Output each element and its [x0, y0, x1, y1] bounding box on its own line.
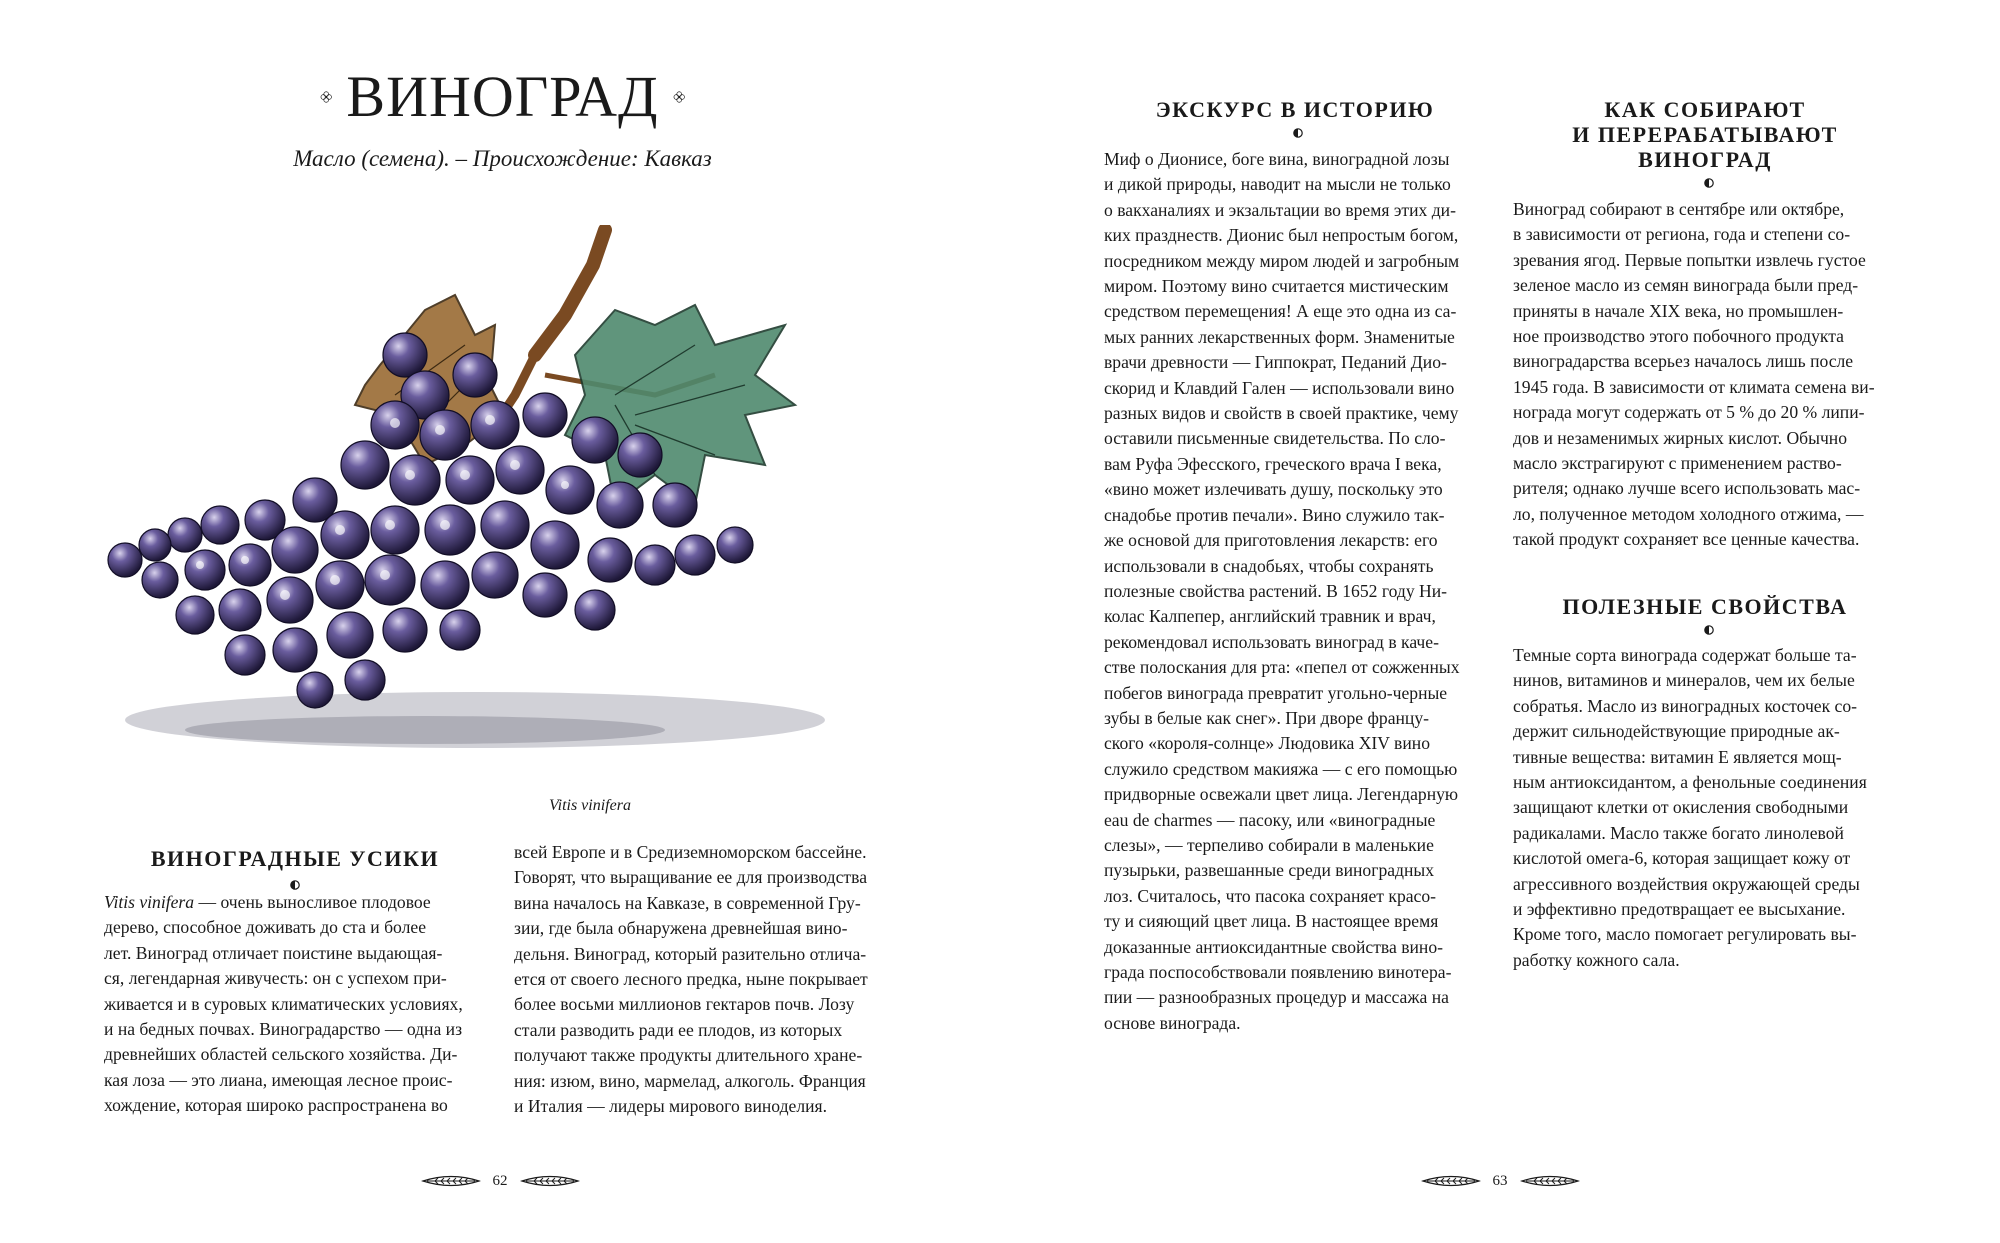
- text-line: и на бедных почвах. Виноградарство — одна из: [104, 1019, 463, 1040]
- grape-illustration: [95, 225, 895, 775]
- text-line: кислотой омега-6, которая защищает кожу от: [1513, 848, 1851, 869]
- quatrefoil-ornament-icon: [673, 84, 685, 110]
- text-line: пии — разнообразных процедур и массажа на: [1104, 987, 1449, 1008]
- text-column-left: [104, 890, 489, 1119]
- text-line: радикалами. Масло также богато линолевой: [1513, 822, 1844, 843]
- text-line: зревания ягод. Первые попытки извлечь густое: [1513, 249, 1866, 270]
- text-line: стве полоскания для рта: «пепел от сожженных: [1104, 657, 1460, 678]
- text-line: полезные свойства растений. В 1652 году Ни-: [1104, 580, 1448, 601]
- text-line: и Италия — лидеры мирового виноделия.: [514, 1096, 828, 1117]
- text-line: более восьми миллионов гектаров почв. Лозу: [514, 994, 855, 1015]
- text-line: приняты в начале XIX века, но промышлен-: [1513, 300, 1844, 321]
- text-column-history: [1104, 147, 1489, 1036]
- text-line: колас Калпепер, английский травник и врач,: [1104, 606, 1436, 627]
- text-line: снадобье против печали». Вино служило так-: [1104, 504, 1445, 525]
- heading-line: И ПЕРЕРАБАТЫВАЮТ: [1572, 122, 1838, 147]
- text-line: служило средством макияжа — с его помощью: [1104, 758, 1458, 779]
- text-line: зубы в белые как снег». При дворе францу-: [1104, 707, 1429, 728]
- text-line: Vitis vinifera — очень выносливое плодовое: [104, 892, 431, 912]
- text-column-right: [514, 840, 899, 1119]
- text-line: живается и в суровых климатических условиях,: [104, 993, 463, 1014]
- section-heading-harvest: [1510, 97, 1900, 172]
- half-moon-divider-icon: [1704, 178, 1714, 188]
- text-line: лет. Виноград отличает поистине выдающая-: [104, 942, 443, 963]
- text-line: масло экстрагируют с применением раство-: [1513, 453, 1842, 474]
- section-heading-vine-tendrils: ВИНОГРАДНЫЕ УСИКИ: [150, 846, 440, 871]
- text-line: Говорят, что выращивание ее для производства: [514, 867, 867, 888]
- text-line: eau de charmes — пасоку, или «виноградные: [1104, 809, 1436, 830]
- text-line: основе винограда.: [1104, 1012, 1241, 1033]
- page-number: 63: [1492, 1172, 1508, 1189]
- text-line: ту и сияющий цвет лица. В настоящее время: [1104, 911, 1439, 932]
- section-heading-history: ЭКСКУРС В ИСТОРИЮ: [1155, 97, 1435, 122]
- text-line: такой продукт сохраняет все ценные качества.: [1513, 529, 1860, 550]
- heading-line: ВИНОГРАД: [1638, 147, 1772, 172]
- page-footer-left: [410, 1169, 590, 1193]
- text-line: ное производство этого побочного продукта: [1513, 326, 1844, 347]
- text-line: агрессивного воздействия окружающей среды: [1513, 873, 1860, 894]
- half-moon-divider-icon: [1704, 625, 1714, 635]
- text-line: ния: изюм, вино, мармелад, алкоголь. Франция: [514, 1070, 866, 1091]
- text-line: собратья. Масло из виноградных косточек со-: [1513, 695, 1858, 716]
- text-line: доказанные антиоксидантные свойства вино-: [1104, 936, 1444, 957]
- text-line: лоз. Считалось, что пасока сохраняет красо-: [1104, 885, 1437, 906]
- text-line: средством перемещения! А еще это одна из са-: [1104, 301, 1457, 322]
- text-line: оставили письменные свидетельства. По сло-: [1104, 428, 1446, 449]
- text-line: же основой для приготовления лекарств: его: [1104, 530, 1438, 551]
- text-line: и эффективно предотвращает ее высыхание.: [1513, 899, 1846, 920]
- text-line: тивные вещества: витамин E является мощ-: [1513, 746, 1842, 767]
- section-heading-benefits: ПОЛЕЗНЫЕ СВОЙСТВА: [1562, 594, 1848, 619]
- leaf-ornament-icon: [520, 1174, 580, 1188]
- page-footer-right: [1410, 1169, 1590, 1193]
- text-line: мых ранних лекарственных форм. Знаменитые: [1104, 326, 1455, 347]
- text-line: ется от своего лесного предка, ныне покрывает: [514, 969, 868, 990]
- text-line: вам Руфа Эфесского, греческого врача I века,: [1104, 453, 1442, 474]
- text-line: Кроме того, масло помогает регулировать вы-: [1513, 924, 1857, 945]
- text-line: в зависимости от региона, года и степени со-: [1513, 224, 1851, 245]
- text-line: побегов винограда превратит угольно-черные: [1104, 682, 1448, 703]
- text-line: ло, полученное методом холодного отжима, —: [1513, 503, 1864, 524]
- text-line: работку кожного сала.: [1513, 949, 1680, 970]
- text-line: древнейших областей сельского хозяйства. Ди-: [104, 1044, 458, 1065]
- page-title-block: [320, 62, 685, 132]
- heading-line: КАК СОБИРАЮТ: [1604, 97, 1806, 122]
- text-line: зии, где была обнаружена древнейшая вино-: [514, 918, 848, 939]
- leaf-ornament-icon: [421, 1174, 481, 1188]
- text-line: скорид и Клавдий Гален — использовали вино: [1104, 377, 1455, 398]
- text-line: дерево, способное доживать до ста и более: [104, 917, 427, 938]
- text-line: виноградарства всерьез началось лишь после: [1513, 351, 1854, 372]
- text-column-harvest: [1513, 197, 1898, 553]
- page-subtitle: Масло (семена). – Происхождение: Кавказ: [293, 146, 712, 171]
- text-line: зеленое масло из семян винограда были пред-: [1513, 275, 1859, 296]
- text-line: нограда могут содержать от 5 % до 20 % липи-: [1513, 402, 1865, 423]
- illustration-caption: Vitis vinifera: [549, 797, 631, 814]
- text-line: ным антиоксидантом, а фенольные соединения: [1513, 772, 1867, 793]
- text-column-benefits: [1513, 643, 1898, 973]
- text-line: рекомендовал использовать виноград в каче-: [1104, 631, 1439, 652]
- text-line: Темные сорта винограда содержат больше та-: [1513, 645, 1857, 665]
- text-line: о вакханалиях и экзальтации во время этих ди-: [1104, 199, 1456, 220]
- text-line: слезы», — терпеливо собирали в маленькие: [1104, 834, 1434, 855]
- text-line: ского «короля-солнце» Людовика XIV вино: [1104, 733, 1430, 754]
- text-line: града поспособствовали появлению винотера-: [1104, 962, 1452, 982]
- text-line: придворные освежали цвет лица. Легендарную: [1104, 784, 1459, 805]
- text-line: стали разводить ради ее плодов, из которых: [514, 1019, 843, 1040]
- text-line: «вино может излечивать душу, поскольку это: [1104, 479, 1443, 500]
- text-line: разных видов и свойств в своей практике, чему: [1104, 403, 1459, 424]
- page-title: ВИНОГРАД: [346, 64, 659, 129]
- page-number: 62: [492, 1172, 508, 1189]
- half-moon-divider-icon: [290, 880, 300, 890]
- text-line: всей Европе и в Средиземноморском бассейне.: [514, 842, 867, 862]
- text-line: защищают клетки от окисления свободными: [1513, 797, 1849, 818]
- text-line: хождение, которая широко распространена во: [104, 1095, 448, 1116]
- text-line: нинов, витаминов и минералов, чем их белые: [1513, 670, 1855, 691]
- text-line: дов и незаменимых жирных кислот. Обычно: [1513, 427, 1848, 448]
- text-line: держит сильнодействующие природные ак-: [1513, 721, 1840, 742]
- text-line: кая лоза — это лиана, имеющая лесное проис-: [104, 1069, 453, 1090]
- text-line: получают также продукты длительного хране-: [514, 1045, 863, 1066]
- text-line: дельня. Виноград, который разительно отлича-: [514, 943, 867, 964]
- text-line: Виноград собирают в сентябре или октябре,: [1513, 199, 1845, 219]
- text-line: пузырьки, развешанные среди виноградных: [1104, 860, 1435, 881]
- text-line: использовали в снадобьях, чтобы сохранять: [1104, 555, 1434, 576]
- text-line: и дикой природы, наводит на мысли не только: [1104, 174, 1451, 195]
- text-line: вина началось на Кавказе, в современной Гру-: [514, 892, 861, 913]
- text-line: миром. Поэтому вино считается мистическим: [1104, 276, 1449, 297]
- half-moon-divider-icon: [1293, 128, 1303, 138]
- leaf-ornament-icon: [1520, 1174, 1580, 1188]
- quatrefoil-ornament-icon: [320, 84, 332, 110]
- text-line: Миф о Дионисе, боге вина, виноградной лозы: [1104, 149, 1450, 169]
- text-line: посредником между миром людей и загробным: [1104, 250, 1460, 271]
- text-line: 1945 года. В зависимости от климата семена ви-: [1513, 376, 1875, 397]
- text-line: рителя; однако лучше всего использовать мас-: [1513, 478, 1861, 499]
- text-line: ких празднеств. Дионис был непростым богом,: [1104, 225, 1459, 246]
- text-line: врачи древности — Гиппократ, Педаний Дио-: [1104, 352, 1447, 373]
- text-line: ся, легендарная живучесть: он с успехом при-: [104, 968, 447, 989]
- leaf-ornament-icon: [1421, 1174, 1481, 1188]
